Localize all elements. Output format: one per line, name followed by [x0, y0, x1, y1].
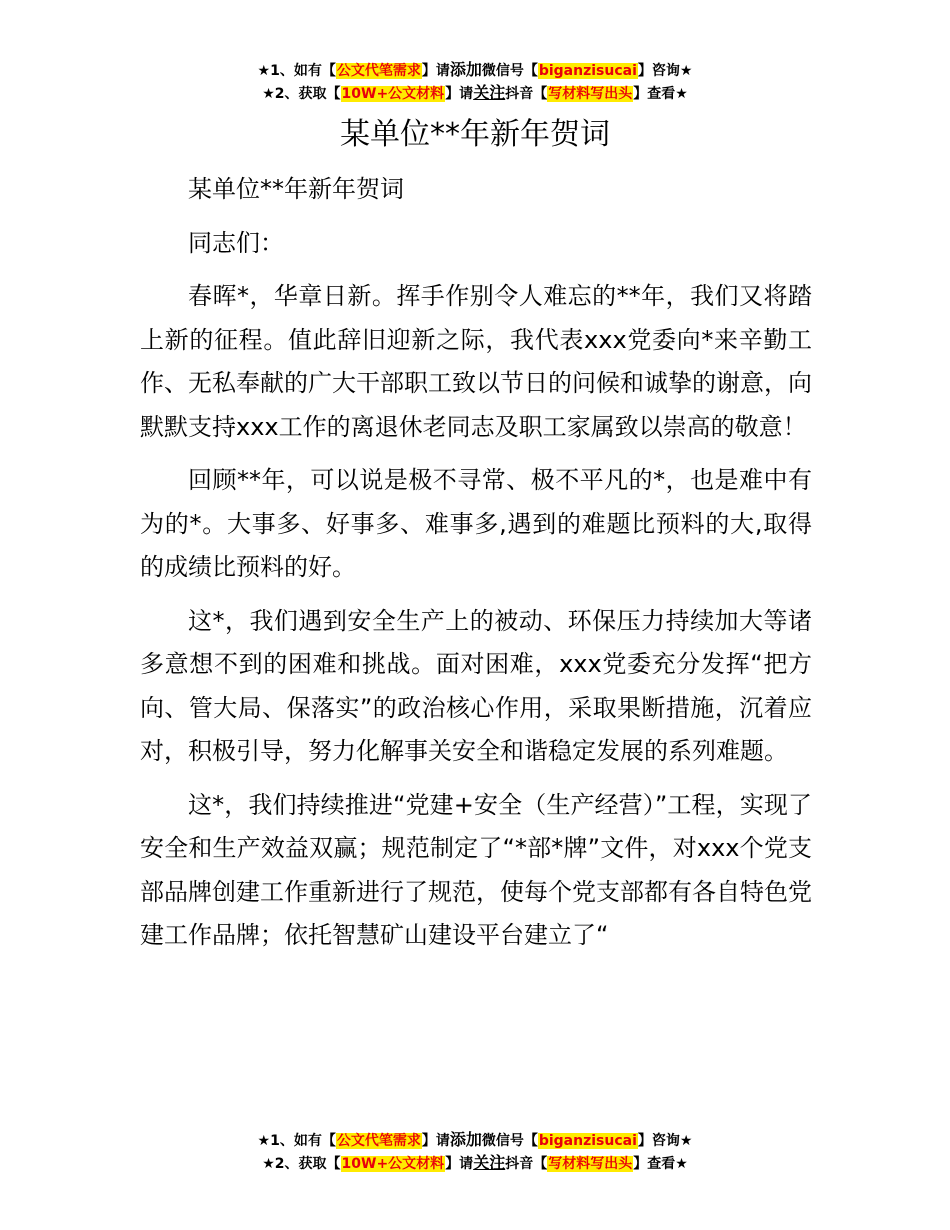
banner-line-1: [0, 59, 950, 82]
highlight-materials: 10W+公文材料: [341, 1156, 445, 1172]
highlight-wechat-id: biganzisucai: [538, 1133, 637, 1149]
banner-text: 抖音【: [505, 1156, 548, 1172]
highlight-wechat-id: biganzisucai: [538, 63, 637, 79]
banner-text: ★2、获取【: [262, 86, 341, 102]
highlight-service: 公文代笔需求: [336, 63, 421, 79]
highlight-materials: 10W+公文材料: [341, 86, 445, 102]
banner-text: 】咨询★: [637, 1133, 693, 1149]
banner-text: 】咨询★: [637, 63, 693, 79]
body-paragraph: 某单位**年新年贺词: [188, 175, 404, 203]
highlight-douyin: 写材料写出头: [548, 86, 633, 102]
body-paragraph: 回顾**年，可以说是极不寻常、极不平凡的*，也是难中有为的*。大事多、好事多、难事多,遇到的难题比预料的大,取得的成绩比预料的好。: [140, 466, 812, 581]
body-paragraph: 这*，我们遇到安全生产上的被动、环保压力持续加大等诸多意想不到的困难和挑战。面对困难，xxx党委充分发挥“把方向、管大局、保落实”的政治核心作用，采取果断措施，沉着应对，积极引导，努力化解事关安全和谐稳定发展的系列难题。: [140, 606, 812, 765]
highlight-douyin: 写材料写出头: [548, 1156, 633, 1172]
document-body: [140, 168, 812, 968]
banner-text: ★1、如有【: [257, 1133, 336, 1149]
footer-banner: [0, 1129, 950, 1175]
document-title: 某单位**年新年贺词: [340, 117, 610, 152]
banner-emphasis: 添加: [449, 1130, 482, 1149]
banner-text: 】请: [445, 86, 474, 102]
banner-text: ★1、如有【: [257, 63, 336, 79]
banner-text: 】查看★: [633, 86, 688, 102]
banner-text: 微信号【: [481, 63, 538, 79]
body-paragraph: 这*，我们持续推进“党建+安全（生产经营）”工程，实现了安全和生产效益双赢；规范制定了“*部*牌”文件，对xxx个党支部品牌创建工作重新进行了规范，使每个党支部都有各自特色党建工作品牌；依托智慧矿山建设平台建立了“: [140, 790, 812, 949]
body-paragraph: 同志们：: [188, 228, 284, 257]
banner-emphasis: 关注: [473, 83, 506, 102]
banner-line-2: [0, 1152, 950, 1175]
banner-line-2: [0, 82, 950, 105]
banner-text: 微信号【: [481, 1133, 538, 1149]
banner-text: ★2、获取【: [262, 1156, 341, 1172]
banner-text: 】查看★: [633, 1156, 688, 1172]
banner-line-1: [0, 1129, 950, 1152]
banner-emphasis: 添加: [449, 60, 482, 79]
highlight-service: 公文代笔需求: [336, 1133, 421, 1149]
banner-text: 抖音【: [505, 86, 548, 102]
body-paragraph: 春晖*，华章日新。挥手作别令人难忘的**年，我们又将踏上新的征程。值此辞旧迎新之际，我代表xxx党委向*来辛勤工作、无私奉献的广大干部职工致以节日的问候和诚挚的谢意，向默默支持xxx工作的离退休老同志及职工家属致以崇高的敬意！: [140, 282, 812, 441]
banner-emphasis: 关注: [473, 1153, 506, 1172]
banner-text: 】请: [421, 63, 450, 79]
banner-text: 】请: [421, 1133, 450, 1149]
header-banner: [0, 59, 950, 105]
banner-text: 】请: [445, 1156, 474, 1172]
